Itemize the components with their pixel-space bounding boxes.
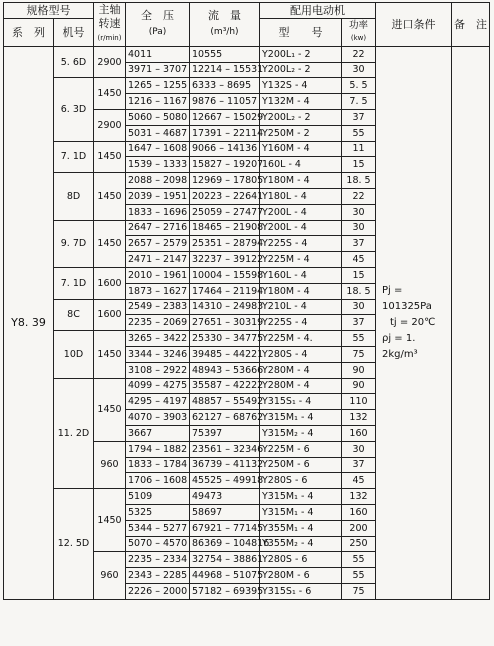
speed-cell: 1450 [94,489,126,552]
header-power-label: 功率 [348,20,368,32]
flow-cell: 86369 – 104816 [190,536,260,552]
flow-cell: 18465 – 21908 [190,220,260,236]
condition-pressure: Pj = 101325Pa [382,284,432,312]
flow-cell: 9876 – 11057 [190,94,260,110]
header-spec: 规格型号 [4,3,94,19]
power-cell: 55 [342,568,376,584]
power-cell: 37 [342,236,376,252]
motor-cell: Y315M₁ - 4 [260,410,342,426]
header-speed-top: 主轴 [98,3,121,17]
power-cell: 45 [342,252,376,268]
flow-cell: 49473 [190,489,260,505]
motor-cell: Y180M - 4 [260,173,342,189]
flow-cell: 62127 – 68762 [190,410,260,426]
flow-cell: 25059 – 27477 [190,204,260,220]
flow-cell: 10004 – 15598 [190,267,260,283]
pressure-cell: 5060 – 5080 [126,109,190,125]
power-cell: 90 [342,362,376,378]
speed-cell: 960 [94,552,126,599]
pressure-cell: 2471 – 2147 [126,252,190,268]
flow-cell: 27651 – 30319 [190,315,260,331]
header-pressure [126,3,190,47]
motor-cell: Y132M - 4 [260,94,342,110]
power-cell: 132 [342,489,376,505]
model-cell: 6. 3D [54,78,94,141]
pressure-cell: 2010 – 1961 [126,267,190,283]
pressure-cell: 4295 – 4197 [126,394,190,410]
motor-cell: Y315M₁ - 4 [260,504,342,520]
power-cell: 22 [342,188,376,204]
pressure-cell: 5070 – 4570 [126,536,190,552]
power-cell: 200 [342,520,376,536]
power-cell: 18. 5 [342,173,376,189]
pressure-cell: 2549 – 2383 [126,299,190,315]
power-cell: 110 [342,394,376,410]
flow-cell: 9066 – 14136 [190,141,260,157]
motor-cell: 160L - 4 [260,157,342,173]
flow-cell: 25330 – 34775 [190,331,260,347]
pressure-cell: 3265 – 3422 [126,331,190,347]
speed-cell: 1450 [94,141,126,173]
power-cell: 18. 5 [342,283,376,299]
flow-cell: 12667 – 15029 [190,109,260,125]
power-cell: 37 [342,315,376,331]
header-speed [94,3,126,47]
header-series: 系 列 [4,18,54,46]
flow-cell: 23561 – 32346 [190,441,260,457]
motor-cell: Y250M - 2 [260,125,342,141]
power-cell: 250 [342,536,376,552]
header-flow-label: 流 量 [208,9,241,23]
power-cell: 90 [342,378,376,394]
power-cell: 30 [342,204,376,220]
pressure-cell: 5109 [126,489,190,505]
power-cell: 15 [342,157,376,173]
pressure-cell: 1539 – 1333 [126,157,190,173]
pressure-cell: 2039 – 1951 [126,188,190,204]
flow-cell: 12214 – 15531 [190,62,260,78]
flow-cell: 17391 – 22114 [190,125,260,141]
pressure-cell: 5325 [126,504,190,520]
condition-temperature: tj = 20℃ [390,316,436,328]
power-cell: 55 [342,552,376,568]
motor-cell: Y200L - 4 [260,204,342,220]
pressure-cell: 2088 – 2098 [126,173,190,189]
power-cell: 30 [342,441,376,457]
flow-cell: 25351 – 28794 [190,236,260,252]
flow-cell: 44968 – 51075 [190,568,260,584]
motor-cell: Y225S - 4 [260,236,342,252]
motor-cell: Y280S - 4 [260,346,342,362]
power-cell: 15 [342,267,376,283]
pressure-cell: 5344 – 5277 [126,520,190,536]
motor-cell: Y160M - 4 [260,141,342,157]
motor-cell: Y355M₂ - 4 [260,536,342,552]
header-remark: 备 注 [452,3,490,47]
motor-cell: Y160L - 4 [260,267,342,283]
speed-cell: 1450 [94,378,126,441]
speed-cell: 960 [94,441,126,488]
pressure-cell: 5031 – 4687 [126,125,190,141]
motor-cell: Y200L₂ - 2 [260,62,342,78]
pressure-cell: 1794 – 1882 [126,441,190,457]
flow-cell: 20223 – 22641 [190,188,260,204]
flow-cell: 67921 – 77145 [190,520,260,536]
power-cell: 132 [342,410,376,426]
flow-cell: 12969 – 17805 [190,173,260,189]
model-cell: 10D [54,331,94,378]
motor-cell: Y200L - 4 [260,220,342,236]
power-cell: 37 [342,457,376,473]
pressure-cell: 2657 – 2579 [126,236,190,252]
motor-cell: Y225M - 4 [260,252,342,268]
flow-cell: 48943 – 53666 [190,362,260,378]
pressure-cell: 2647 – 2716 [126,220,190,236]
pressure-cell: 2343 – 2285 [126,568,190,584]
power-cell: 160 [342,425,376,441]
motor-cell: Y225M - 4. [260,331,342,347]
motor-cell: Y280S - 6 [260,473,342,489]
flow-cell: 58697 [190,504,260,520]
remark-cell [452,46,490,599]
pressure-cell: 3971 – 3707 [126,62,190,78]
header-power-unit: (kw) [350,34,367,43]
power-cell: 22 [342,46,376,62]
pressure-cell: 3344 – 3246 [126,346,190,362]
pressure-cell: 4099 – 4275 [126,378,190,394]
header-flow-unit: (m³/h) [210,27,239,38]
speed-cell: 2900 [94,109,126,141]
series-cell: Y8. 39 [4,46,54,599]
motor-cell: Y280M - 6 [260,568,342,584]
model-cell: 11. 2D [54,378,94,489]
pressure-cell: 3108 – 2922 [126,362,190,378]
pressure-cell: 2235 – 2334 [126,552,190,568]
pressure-cell: 4011 [126,46,190,62]
header-motor-type: 型 号 [260,18,342,46]
power-cell: 5. 5 [342,78,376,94]
pressure-cell: 2235 – 2069 [126,315,190,331]
pressure-cell: 1833 – 1696 [126,204,190,220]
header-flow [190,3,260,47]
model-cell: 8D [54,173,94,220]
flow-cell: 35587 – 42222 [190,378,260,394]
speed-cell: 2900 [94,46,126,78]
motor-cell: Y200L₂ - 2 [260,109,342,125]
flow-cell: 45525 – 49918 [190,473,260,489]
model-cell: 5. 6D [54,46,94,78]
motor-cell: Y180M - 4 [260,283,342,299]
pressure-cell: 1265 – 1255 [126,78,190,94]
pressure-cell: 4070 – 3903 [126,410,190,426]
flow-cell: 32237 – 39122 [190,252,260,268]
power-cell: 45 [342,473,376,489]
header-speed-bottom: 转速 [98,17,121,31]
header-model: 机号 [54,18,94,46]
flow-cell: 57182 – 69395 [190,583,260,599]
header-motor: 配用电动机 [260,3,376,19]
power-cell: 30 [342,220,376,236]
pressure-cell: 3667 [126,425,190,441]
motor-cell: Y280M - 4 [260,378,342,394]
header-power [342,18,376,46]
power-cell: 7. 5 [342,94,376,110]
model-cell: 9. 7D [54,220,94,267]
flow-cell: 75397 [190,425,260,441]
motor-cell: Y225M - 6 [260,441,342,457]
flow-cell: 48857 – 55492 [190,394,260,410]
pressure-cell: 1647 – 1608 [126,141,190,157]
flow-cell: 36739 – 41132 [190,457,260,473]
speed-cell: 1600 [94,267,126,299]
pressure-cell: 1833 – 1784 [126,457,190,473]
header-pressure-unit: (Pa) [148,27,167,38]
motor-cell: Y315M₁ - 4 [260,489,342,505]
header-inlet: 进口条件 [376,3,452,47]
flow-cell: 32754 – 38861 [190,552,260,568]
header-speed-unit: (r/min) [97,34,122,43]
motor-cell: Y132S - 4 [260,78,342,94]
motor-cell: Y315S₁ - 4 [260,394,342,410]
power-cell: 75 [342,583,376,599]
flow-cell: 14310 – 24983 [190,299,260,315]
motor-cell: Y225S - 4 [260,315,342,331]
speed-cell: 1450 [94,78,126,110]
inlet-conditions [376,46,452,599]
power-cell: 11 [342,141,376,157]
power-cell: 160 [342,504,376,520]
pressure-cell: 1216 – 1167 [126,94,190,110]
motor-cell: Y280S - 6 [260,552,342,568]
motor-cell: Y280M - 4 [260,362,342,378]
spec-table-page [3,2,490,600]
power-cell: 55 [342,331,376,347]
flow-cell: 6333 – 8695 [190,78,260,94]
power-cell: 37 [342,109,376,125]
flow-cell: 15827 – 19207 [190,157,260,173]
motor-cell: Y180L - 4 [260,188,342,204]
model-cell: 12. 5D [54,489,94,600]
motor-cell: Y315S₁ - 6 [260,583,342,599]
pressure-cell: 1706 – 1608 [126,473,190,489]
model-cell: 7. 1D [54,141,94,173]
motor-cell: Y315M₂ - 4 [260,425,342,441]
condition-density: ρj = 1. 2kg/m³ [382,332,418,360]
power-cell: 55 [342,125,376,141]
motor-cell: Y200L₁ - 2 [260,46,342,62]
motor-cell: Y210L - 4 [260,299,342,315]
model-cell: 8C [54,299,94,331]
power-cell: 30 [342,299,376,315]
motor-cell: Y250M - 6 [260,457,342,473]
flow-cell: 10555 [190,46,260,62]
speed-cell: 1450 [94,331,126,378]
flow-cell: 17464 – 21194 [190,283,260,299]
model-cell: 7. 1D [54,267,94,299]
pressure-cell: 1873 – 1627 [126,283,190,299]
fan-spec-table [3,2,490,600]
speed-cell: 1450 [94,220,126,267]
power-cell: 30 [342,62,376,78]
speed-cell: 1450 [94,173,126,220]
flow-cell: 39485 – 44221 [190,346,260,362]
header-pressure-label: 全 压 [141,9,174,23]
pressure-cell: 2226 – 2000 [126,583,190,599]
power-cell: 75 [342,346,376,362]
speed-cell: 1600 [94,299,126,331]
motor-cell: Y355M₁ - 4 [260,520,342,536]
